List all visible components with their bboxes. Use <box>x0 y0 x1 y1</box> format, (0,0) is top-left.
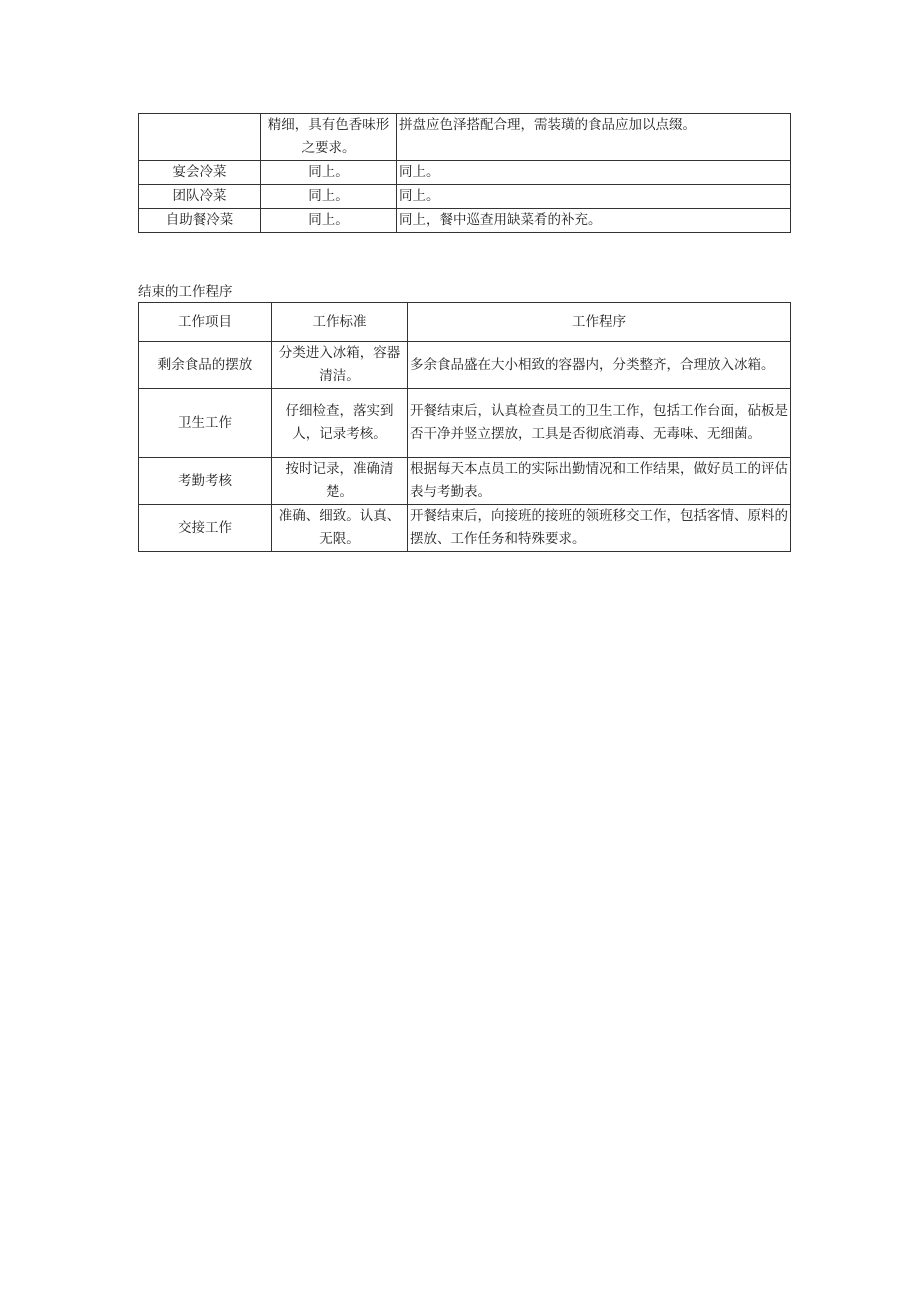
work-procedure-cell: 同上。 <box>397 185 791 209</box>
work-standard-cell: 分类进入冰箱，容器清洁。 <box>272 342 408 389</box>
work-item-cell: 团队冷菜 <box>139 185 261 209</box>
work-procedure-cell: 开餐结束后，向接班的接班的领班移交工作，包括客情、原料的摆放、工作任务和特殊要求。 <box>408 505 791 552</box>
work-procedure-cell: 同上，餐中巡查用缺菜肴的补充。 <box>397 209 791 233</box>
column-header: 工作项目 <box>139 303 272 342</box>
table-row <box>139 185 791 209</box>
work-procedure-cell: 多余食品盛在大小相致的容器内，分类整齐，合理放入冰箱。 <box>408 342 791 389</box>
work-standard-cell: 同上。 <box>261 161 397 185</box>
work-procedure-cell: 根据每天本点员工的实际出勤情况和工作结果，做好员工的评估表与考勤表。 <box>408 458 791 505</box>
work-standard-cell: 按时记录，准确清楚。 <box>272 458 408 505</box>
table-row <box>139 458 791 505</box>
work-procedure-cell: 拼盘应色泽搭配合理，需装璜的食品应加以点缀。 <box>397 114 791 161</box>
work-procedure-cell: 开餐结束后，认真检查员工的卫生工作，包括工作台面，砧板是否干净并竖立摆放，工具是否彻底消毒、无毒味、无细菌。 <box>408 389 791 458</box>
table-row <box>139 505 791 552</box>
table-row <box>139 209 791 233</box>
table-row <box>139 114 791 161</box>
work-standard-cell: 准确、细致。认真、无限。 <box>272 505 408 552</box>
work-standard-cell: 同上。 <box>261 185 397 209</box>
work-standard-cell: 同上。 <box>261 209 397 233</box>
table-row <box>139 161 791 185</box>
cold-dish-table <box>138 113 791 233</box>
work-item-cell: 卫生工作 <box>139 389 272 458</box>
column-header: 工作标准 <box>272 303 408 342</box>
work-item-cell: 自助餐冷菜 <box>139 209 261 233</box>
table-row <box>139 342 791 389</box>
work-item-cell: 剩余食品的摆放 <box>139 342 272 389</box>
work-item-cell <box>139 114 261 161</box>
column-header: 工作程序 <box>408 303 791 342</box>
work-item-cell: 宴会冷菜 <box>139 161 261 185</box>
work-procedure-cell: 同上。 <box>397 161 791 185</box>
table-row <box>139 389 791 458</box>
work-item-cell: 考勤考核 <box>139 458 272 505</box>
closing-procedure-table <box>138 302 791 552</box>
work-item-cell: 交接工作 <box>139 505 272 552</box>
work-standard-cell: 仔细检查，落实到人，记录考核。 <box>272 389 408 458</box>
table-header-row <box>139 303 791 342</box>
section-title: 结束的工作程序 <box>138 284 233 300</box>
work-standard-cell: 精细，具有色香味形之要求。 <box>261 114 397 161</box>
